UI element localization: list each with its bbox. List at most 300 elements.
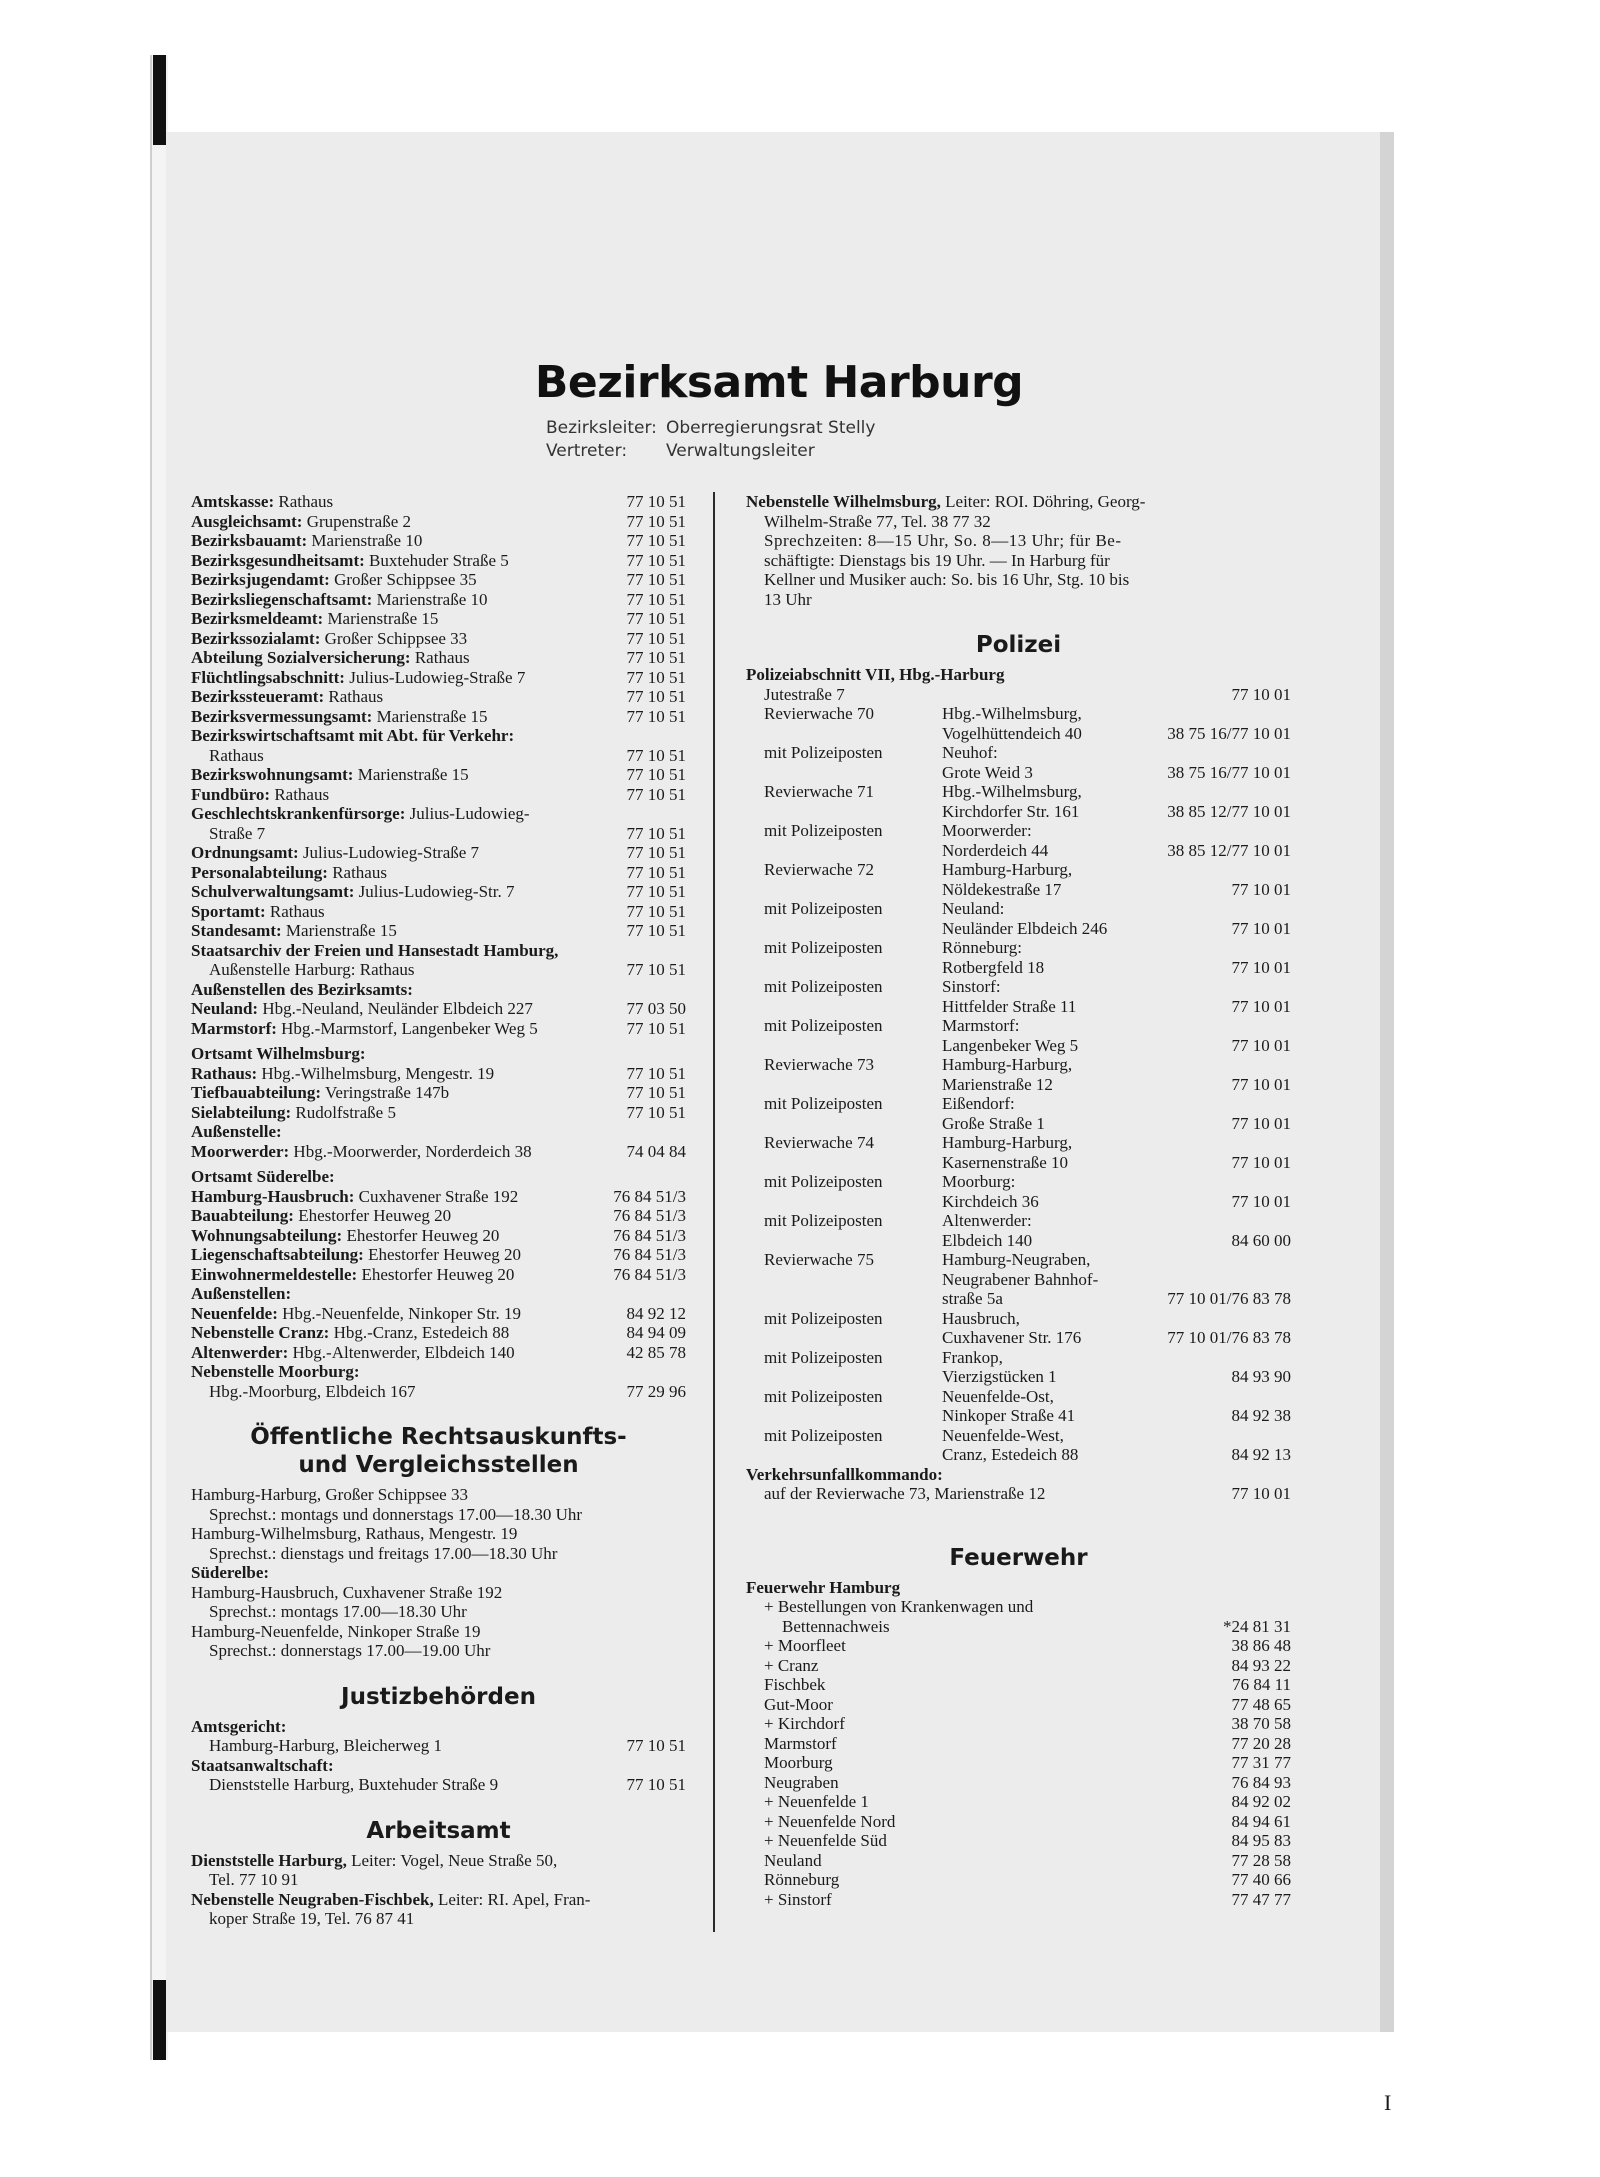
entry-phone: 77 10 51 <box>626 882 686 901</box>
suederelbe-aussen-list <box>191 1304 686 1363</box>
rechts-l7: Sprechst.: montags 17.00—18.30 Uhr <box>209 1602 467 1621</box>
entry-name: Bezirksgesundheitsamt: <box>191 550 365 570</box>
wilhelmsburg-entry <box>191 1103 686 1123</box>
polizei-k: mit Polizeiposten <box>764 1094 883 1113</box>
entry-wirtschaft-addr: Rathaus 77 10 51 <box>209 745 686 765</box>
entry-staatsarchiv: Staatsarchiv der Freien und Hansestadt Hamburg, <box>191 940 559 960</box>
entry-phone: 77 10 51 <box>626 706 686 726</box>
entry-phone: 77 10 51 <box>626 843 686 862</box>
feuerwehr-row <box>746 1675 1291 1695</box>
polizei-t: 84 93 90 <box>1231 1367 1291 1386</box>
polizei-a1: Hbg.-Wilhelmsburg, <box>942 704 1082 723</box>
entry-address: Julius-Ludowieg-Straße 7 <box>349 667 526 687</box>
entry-geschlecht-addr: Straße 7 77 10 51 <box>209 823 686 843</box>
entry-address: Marienstraße 15 <box>357 765 469 784</box>
suederelbe-aussen-entry <box>191 1304 686 1324</box>
polizei-list <box>746 704 1291 1250</box>
entry-phone: 84 94 09 <box>626 1323 686 1342</box>
polizei-a1: Moorwerder: <box>942 821 1032 840</box>
feuerwache-phone: 77 48 65 <box>1231 1694 1291 1714</box>
polizei-a1: Neuland: <box>942 899 1005 918</box>
entry-address: Großer Schippsee 33 <box>324 628 468 648</box>
aussenstellen-heading: Außenstellen des Bezirksamts: <box>191 979 413 999</box>
entry-name: Personalabteilung: <box>191 862 328 882</box>
amt-entry <box>191 765 686 785</box>
feuerwache-phone: 38 70 58 <box>1231 1714 1291 1733</box>
entry-name: Liegenschaftsabteilung: <box>191 1245 364 1264</box>
arbeitsamt-ds-1: Dienststelle Harburg, Leiter: Vogel, Neue Straße 50, <box>191 1850 558 1870</box>
entry-name: Abteilung Sozialversicherung: <box>191 648 411 667</box>
polizei-row <box>764 1309 1291 1348</box>
polizei-a1: Hamburg-Harburg, <box>942 860 1073 879</box>
feuerwache-name: Neuland <box>764 1850 822 1870</box>
polizei-k: Revierwache 73 <box>764 1055 874 1074</box>
entry-address: Hbg.-Cranz, Estedeich 88 <box>333 1323 510 1342</box>
polizei-k: mit Polizeiposten <box>764 1211 883 1230</box>
entry-address: Rathaus <box>328 687 384 706</box>
entry-wirtschaft: Bezirkswirtschaftsamt mit Abt. für Verkehr: <box>191 726 515 745</box>
feuerwache-name: + Sinstorf <box>764 1889 832 1909</box>
vertreter-label: Vertreter: <box>546 441 628 461</box>
polizei-t: 77 10 01 <box>1231 1152 1291 1172</box>
amtsgericht-label: Amtsgericht: <box>191 1716 287 1736</box>
entry-name: Amtskasse: <box>191 492 275 511</box>
suederelbe-aussen-entry <box>191 1343 686 1363</box>
amt-entry <box>191 687 686 707</box>
left-column <box>191 492 686 1929</box>
feuerwehr-list <box>746 1636 1291 1909</box>
polizei-a2: Ninkoper Straße 41 <box>942 1406 1076 1425</box>
entry-address: Julius-Ludowieg-Straße 7 <box>302 843 480 862</box>
entry-phone: 76 84 51/3 <box>613 1245 686 1264</box>
polizei-t: 77 10 01 <box>1231 918 1291 938</box>
entry-staatsarchiv-addr: Außenstelle Harburg: Rathaus 77 10 51 <box>209 960 686 979</box>
entry-address: Marienstraße 10 <box>376 589 488 609</box>
aemter-list <box>191 492 686 726</box>
polizei-k: mit Polizeiposten <box>764 1172 883 1191</box>
polizei-k: Revierwache 70 <box>764 704 874 723</box>
wilhelmsburg-entry <box>191 1083 686 1103</box>
entry-phone: 77 10 51 <box>626 570 686 589</box>
staatsanwalt-entry: Dienststelle Harburg, Buxtehuder Straße 9 77 10 51 <box>209 1775 686 1794</box>
rechtsauskunft-heading-1: Öffentliche Rechtsauskunfts- <box>250 1424 627 1450</box>
polizei-t: 77 10 01 <box>1231 1113 1291 1133</box>
entry-name: Ausgleichsamt: <box>191 511 303 531</box>
entry-phone: 77 10 51 <box>626 531 686 550</box>
polizei-a2: Vierzigstücken 1 <box>942 1367 1057 1386</box>
entry-phone: 42 85 78 <box>626 1342 686 1362</box>
polizei-t: 77 10 01 <box>1231 1191 1291 1211</box>
feuerwache-phone: 84 92 02 <box>1231 1792 1291 1811</box>
page-number: I <box>1384 2090 1392 2115</box>
feuerwache-phone: 84 93 22 <box>1231 1655 1291 1675</box>
entry-name: Ordnungsamt: <box>191 843 299 862</box>
entry-moorburg-addr: Hbg.-Moorburg, Elbdeich 167 77 29 96 <box>209 1381 686 1401</box>
rechts-l9: Sprechst.: donnerstags 17.00—19.00 Uhr <box>209 1641 491 1660</box>
entry-address: Marienstraße 15 <box>327 609 439 628</box>
rechts-l3: Hamburg-Wilhelmsburg, Rathaus, Mengestr. 19 <box>191 1524 518 1543</box>
binding-tape-top <box>153 55 166 145</box>
entry-name: Bauabteilung: <box>191 1206 294 1225</box>
page-title: Bezirksamt Harburg <box>534 357 1024 408</box>
verkehrsunfall-heading: Verkehrsunfallkommando: <box>746 1464 943 1484</box>
feuerwehr-sub: Feuerwehr Hamburg <box>746 1577 901 1597</box>
feuerwache-name: + Neuenfelde Nord <box>764 1811 896 1831</box>
entry-phone: 77 10 51 <box>626 628 686 648</box>
feuerwehr-row <box>746 1695 1291 1715</box>
feuerwache-phone: 77 40 66 <box>1231 1870 1291 1889</box>
entry-address: Hbg.-Marmstorf, Langenbeker Weg 5 <box>281 1018 538 1038</box>
polizei-k: mit Polizeiposten <box>764 821 883 840</box>
entry-name: Altenwerder: <box>191 1342 289 1362</box>
entry-phone: 77 10 51 <box>626 648 686 667</box>
leiter-label: Bezirksleiter: <box>546 418 657 438</box>
polizei-row <box>764 821 1291 860</box>
rechts-l4: Sprechst.: dienstags und freitags 17.00—18.30 Uhr <box>209 1543 558 1563</box>
polizei-a1: Hamburg-Harburg, <box>942 1055 1073 1074</box>
polizei-row <box>764 1426 1291 1465</box>
feuerwache-phone: 38 86 48 <box>1231 1636 1291 1655</box>
entry-phone: 77 10 51 <box>626 492 686 511</box>
entry-moorwerder: Moorwerder: Hbg.-Moorwerder, Norderdeich 38 74 04 84 <box>191 1141 686 1161</box>
feuerwache-name: + Moorfleet <box>764 1636 846 1655</box>
polizei-a1: Hausbruch, <box>942 1308 1020 1328</box>
aussenstelle-entry <box>191 999 686 1019</box>
polizei-a2: Norderdeich 44 <box>942 840 1049 860</box>
polizei-t: 84 92 13 <box>1231 1445 1291 1464</box>
feuerwehr-row <box>746 1636 1291 1656</box>
wilhelmsburg-entry <box>191 1064 686 1084</box>
polizei-a2: Neuländer Elbdeich 246 <box>942 918 1108 938</box>
entry-address: Ehestorfer Heuweg 20 <box>298 1206 452 1225</box>
polizei-k: mit Polizeiposten <box>764 1016 883 1035</box>
aussenstellen-list <box>191 999 686 1038</box>
amt-entry <box>191 902 686 922</box>
entry-address: Rathaus <box>269 901 325 921</box>
entry-address: Hbg.-Neuland, Neuländer Elbdeich 227 <box>262 999 533 1018</box>
entry-address: Rathaus <box>274 784 330 804</box>
polizei-a2: Rotbergfeld 18 <box>942 957 1045 977</box>
polizei-row <box>764 860 1291 899</box>
feuerwehr-row <box>746 1714 1291 1734</box>
feuerwache-phone: 77 20 28 <box>1231 1733 1291 1753</box>
feuerwache-name: Gut-Moor <box>764 1694 833 1714</box>
amt-entry <box>191 590 686 610</box>
entry-name: Hamburg-Hausbruch: <box>191 1186 355 1206</box>
suederelbe-aussen-entry <box>191 1323 686 1343</box>
feuerwehr-row <box>746 1831 1291 1851</box>
feuerwache-name: Moorburg <box>764 1753 833 1772</box>
polizei-row <box>764 1211 1291 1250</box>
amt-entry <box>191 551 686 571</box>
entry-address: Hbg.-Wilhelmsburg, Mengestr. 19 <box>261 1063 495 1083</box>
suederelbe-entry <box>191 1265 686 1285</box>
polizei-row <box>764 743 1291 782</box>
rechts-l1: Hamburg-Harburg, Großer Schippsee 33 <box>191 1485 468 1504</box>
entry-name: Marmstorf: <box>191 1018 277 1038</box>
leitung-block <box>546 417 875 463</box>
polizei-a2: Cuxhavener Str. 176 <box>942 1328 1082 1347</box>
polizei-k: mit Polizeiposten <box>764 1347 883 1367</box>
arbeitsamt-ns-2: koper Straße 19, Tel. 76 87 41 <box>209 1909 415 1928</box>
amt-entry <box>191 492 686 512</box>
entry-phone: 77 10 51 <box>626 687 686 706</box>
polizei-a2: Marienstraße 12 <box>942 1074 1053 1094</box>
polizei-t: 38 75 16/77 10 01 <box>1167 762 1291 782</box>
entry-phone: 77 10 51 <box>626 1083 686 1102</box>
rechts-l8: Hamburg-Neuenfelde, Ninkoper Straße 19 <box>191 1621 481 1641</box>
amt-entry <box>191 863 686 883</box>
entry-address: Grupenstraße 2 <box>306 511 412 531</box>
amt-entry <box>191 921 686 941</box>
aemter2-list <box>191 765 686 804</box>
feuerwache-name: + Neuenfelde Süd <box>764 1831 887 1850</box>
polizei-a2: Kasernenstraße 10 <box>942 1152 1069 1172</box>
entry-phone: 77 10 51 <box>626 1018 686 1038</box>
entry-name: Sielabteilung: <box>191 1102 292 1122</box>
feuerwehr-row <box>746 1773 1291 1793</box>
amt-entry <box>191 609 686 629</box>
polizei-t: 77 10 01 <box>1231 879 1291 899</box>
polizei-k: Revierwache 74 <box>764 1133 874 1152</box>
entry-phone: 77 03 50 <box>626 999 686 1018</box>
revierwache-75: Revierwache 75 Hamburg-Neugraben, Neugrabener Bahnhof- straße 5a 77 10 01/76 83 78 <box>764 1250 1291 1308</box>
entry-phone: 77 10 51 <box>626 862 686 882</box>
entry-name: Schulverwaltungsamt: <box>191 882 355 901</box>
amt-entry <box>191 570 686 590</box>
entry-name: Einwohnermeldestelle: <box>191 1264 358 1284</box>
amtsgericht-entry: Hamburg-Harburg, Bleicherweg 1 77 10 51 <box>209 1736 686 1755</box>
entry-address: Cuxhavener Straße 192 <box>358 1186 519 1206</box>
polizei-t: 38 85 12/77 10 01 <box>1167 840 1291 860</box>
binding-tape-bottom <box>153 1980 166 2060</box>
feuerwehr-row <box>746 1870 1291 1890</box>
entry-address: Marienstraße 15 <box>285 921 397 940</box>
aussenstelle-entry <box>191 1019 686 1039</box>
entry-name: Bezirksvermessungsamt: <box>191 706 373 726</box>
polizei-k: mit Polizeiposten <box>764 743 883 762</box>
document-page <box>166 132 1392 2115</box>
polizei-a2: Vogelhüttendeich 40 <box>942 723 1082 743</box>
polizei-k: mit Polizeiposten <box>764 938 883 957</box>
entry-name: Standesamt: <box>191 921 282 940</box>
arbeitsamt-ds-2: Tel. 77 10 91 <box>209 1870 299 1889</box>
suederelbe-entry <box>191 1206 686 1226</box>
polizei-a1: Rönneburg: <box>942 938 1022 957</box>
feuerwehr-row <box>746 1753 1291 1773</box>
entry-name: Bezirksmeldeamt: <box>191 609 324 628</box>
entry-name: Tiefbauabteilung: <box>191 1083 322 1102</box>
entry-name: Bezirksbauamt: <box>191 531 308 550</box>
suederelbe-aussen-heading: Außenstellen: <box>191 1284 292 1303</box>
feuerwehr-bestellung-1: + Bestellungen von Krankenwagen und <box>764 1597 1034 1616</box>
feuerwache-name: + Kirchdorf <box>764 1714 845 1733</box>
polizei-a1: Frankop, <box>942 1347 1003 1367</box>
feuerwache-phone: 77 31 77 <box>1231 1753 1291 1772</box>
feuerwache-phone: 84 94 61 <box>1231 1811 1291 1831</box>
polizei-k: mit Polizeiposten <box>764 1425 883 1445</box>
right-column <box>746 492 1291 1909</box>
polizei-t: 77 10 01 <box>1231 996 1291 1016</box>
entry-phone: 77 10 51 <box>626 511 686 531</box>
entry-address: Hbg.-Altenwerder, Elbdeich 140 <box>292 1342 515 1362</box>
entry-moorburg: Nebenstelle Moorburg: <box>191 1362 360 1381</box>
polizei-k: mit Polizeiposten <box>764 1308 883 1328</box>
polizei-t: 38 75 16/77 10 01 <box>1167 723 1291 743</box>
amt-entry <box>191 512 686 532</box>
rechts-l5: Süderelbe: <box>191 1563 270 1582</box>
suederelbe-entry <box>191 1187 686 1207</box>
entry-name: Sportamt: <box>191 901 266 921</box>
feuerwache-phone: 76 84 93 <box>1231 1772 1291 1792</box>
polizei-row <box>764 899 1291 938</box>
staatsanwalt-label: Staatsanwaltschaft: <box>191 1755 334 1775</box>
entry-phone: 77 10 51 <box>626 589 686 609</box>
amt-entry <box>191 785 686 805</box>
polizei-a1: Hbg.-Wilhelmsburg, <box>942 782 1082 801</box>
polizei-t: 84 92 38 <box>1231 1406 1291 1425</box>
entry-address: Hbg.-Neuenfelde, Ninkoper Str. 19 <box>282 1303 522 1323</box>
entry-address: Rathaus <box>278 492 334 511</box>
polizei-t: 77 10 01/76 83 78 <box>1167 1328 1291 1347</box>
polizeiabschnitt: Polizeiabschnitt VII, Hbg.-Harburg <box>746 665 1005 684</box>
polizei-t: 77 10 01 <box>1231 1074 1291 1094</box>
polizei-a1: Hamburg-Harburg, <box>942 1133 1073 1152</box>
polizei-a1: Altenwerder: <box>942 1211 1032 1230</box>
entry-address: Marienstraße 10 <box>311 531 423 550</box>
suederelbe-list <box>191 1187 686 1285</box>
entry-name: Neuland: <box>191 999 259 1018</box>
polizei-t: 77 10 01 <box>1231 1035 1291 1055</box>
entry-address: Marienstraße 15 <box>376 706 488 726</box>
polizei-t: 84 60 00 <box>1231 1230 1291 1250</box>
polizei-a2: Cranz, Estedeich 88 <box>942 1445 1079 1464</box>
entry-address: Ehestorfer Heuweg 20 <box>346 1225 500 1245</box>
feuerwehr-heading: Feuerwehr <box>949 1544 1088 1571</box>
arbeitsamt-heading: Arbeitsamt <box>366 1817 511 1844</box>
entry-phone: 76 84 51/3 <box>613 1186 686 1206</box>
entry-address: Ehestorfer Heuweg 20 <box>368 1245 522 1264</box>
arbeitsamt-ns-1: Nebenstelle Neugraben-Fischbek, Leiter: RI. Apel, Fran- <box>191 1889 591 1909</box>
amt-entry <box>191 843 686 863</box>
polizei-a2: Kirchdorfer Str. 161 <box>942 801 1080 821</box>
polizei-row <box>764 1348 1291 1387</box>
entry-name: Flüchtlingsabschnitt: <box>191 667 345 687</box>
feuerwache-phone: 84 95 83 <box>1231 1831 1291 1850</box>
entry-name: Rathaus: <box>191 1063 258 1083</box>
entry-phone: 77 10 51 <box>626 667 686 687</box>
page-edge-shadow <box>1380 132 1394 2032</box>
amt-entry <box>191 629 686 649</box>
feuerwehr-row <box>746 1734 1291 1754</box>
polizei-row <box>764 1016 1291 1055</box>
wilhelmsburg-aussen-heading: Außenstelle: <box>191 1122 282 1141</box>
polizei-a2: Nöldekestraße 17 <box>942 879 1062 899</box>
entry-phone: 77 10 51 <box>626 784 686 804</box>
entry-phone: 76 84 51/3 <box>613 1225 686 1245</box>
polizei-a2: Große Straße 1 <box>942 1113 1045 1133</box>
entry-address: Rudolfstraße 5 <box>295 1102 396 1122</box>
polizei-k: mit Polizeiposten <box>764 977 883 996</box>
feuerwehr-row <box>746 1851 1291 1871</box>
polizei-a1: Marmstorf: <box>942 1016 1020 1035</box>
polizei-k: mit Polizeiposten <box>764 1386 883 1406</box>
polizei-a2: Elbdeich 140 <box>942 1230 1033 1250</box>
polizei-row <box>764 782 1291 821</box>
suederelbe-entry <box>191 1226 686 1246</box>
entry-phone: 77 10 51 <box>626 550 686 570</box>
entry-phone: 77 10 51 <box>626 1063 686 1083</box>
polizei-heading: Polizei <box>975 632 1062 658</box>
entry-phone: 77 10 51 <box>626 1102 686 1122</box>
entry-name: Bezirkssozialamt: <box>191 628 321 648</box>
polizei-row <box>764 1172 1291 1211</box>
polizei-t: 38 85 12/77 10 01 <box>1167 801 1291 821</box>
polizei-a1: Sinstorf: <box>942 977 1001 996</box>
verkehrsunfall-entry: auf der Revierwache 73, Marienstraße 12 77 10 01 <box>764 1484 1291 1503</box>
entry-phone: 76 84 51/3 <box>613 1264 686 1284</box>
polizei-a1: Neuenfelde-Ost, <box>942 1386 1054 1406</box>
amt-entry <box>191 531 686 551</box>
entry-name: Bezirkswohnungsamt: <box>191 765 354 784</box>
feuerwache-phone: 77 47 77 <box>1231 1889 1291 1909</box>
entry-name: Bezirkssteueramt: <box>191 687 325 706</box>
entry-address: Ehestorfer Heuweg 20 <box>361 1264 515 1284</box>
polizei-a2: Kirchdeich 36 <box>942 1191 1039 1211</box>
feuerwache-name: + Neuenfelde 1 <box>764 1792 869 1811</box>
feuerwache-name: Rönneburg <box>764 1870 840 1889</box>
polizei-k: Revierwache 72 <box>764 860 874 879</box>
feuerwehr-row <box>746 1890 1291 1910</box>
polizei-a2: Grote Weid 3 <box>942 762 1033 782</box>
entry-address: Buxtehuder Straße 5 <box>369 550 509 570</box>
polizei-row <box>764 938 1291 977</box>
entry-address: Großer Schippsee 35 <box>334 570 477 589</box>
suederelbe-heading: Ortsamt Süderelbe: <box>191 1167 335 1186</box>
polizei-a2: Langenbeker Weg 5 <box>942 1035 1079 1055</box>
polizei-a1: Eißendorf: <box>942 1094 1015 1113</box>
rechts-l6: Hamburg-Hausbruch, Cuxhavener Straße 192 <box>191 1582 503 1602</box>
column-divider <box>713 492 715 1932</box>
rechts-l2: Sprechst.: montags und donnerstags 17.00—18.30 Uhr <box>209 1504 583 1524</box>
entry-phone: 77 10 51 <box>626 609 686 628</box>
polizei-t: 77 10 01 <box>1231 957 1291 977</box>
amt-entry <box>191 707 686 727</box>
amt-entry <box>191 648 686 668</box>
aemter3-list <box>191 843 686 941</box>
leiter-value: Oberregierungsrat Stelly <box>666 418 876 438</box>
polizei-k: mit Polizeiposten <box>764 899 883 918</box>
entry-name: Bezirksliegenschaftsamt: <box>191 589 373 609</box>
entry-phone: 76 84 51/3 <box>613 1206 686 1225</box>
vertreter-value: Verwaltungsleiter <box>666 441 815 461</box>
polizei-row <box>764 1387 1291 1426</box>
entry-name: Bezirksjugendamt: <box>191 570 330 589</box>
nebenstelle-wilhelmsburg: Nebenstelle Wilhelmsburg, Leiter: ROI. Döhring, Georg- Wilhelm-Straße 77, Tel. 38 77 32 Sprechzeiten: 8—15 Uhr, So. 8—13 Uhr; für Be- schäftigte: Dienstags bis 19 Uhr. — In Harburg für Kellner und Musiker auch: So. bis 16 Uhr, Stg. 10 bis 13 Uhr <box>746 492 1146 609</box>
amt-entry <box>191 882 686 902</box>
polizei-row <box>764 1055 1291 1094</box>
feuerwache-name: Fischbek <box>764 1675 826 1694</box>
wilhelmsburg-heading: Ortsamt Wilhelmsburg: <box>191 1044 366 1063</box>
polizei-a1: Moorburg: <box>942 1172 1016 1191</box>
entry-address: Julius-Ludowieg-Str. 7 <box>358 882 515 901</box>
polizei-a1: Neuhof: <box>942 743 998 762</box>
feuerwehr-row <box>746 1812 1291 1832</box>
rechtsauskunft-heading-2: und Vergleichsstellen <box>298 1452 579 1478</box>
feuerwache-name: + Cranz <box>764 1655 819 1675</box>
polizei-row <box>764 977 1291 1016</box>
polizei-row <box>764 1133 1291 1172</box>
